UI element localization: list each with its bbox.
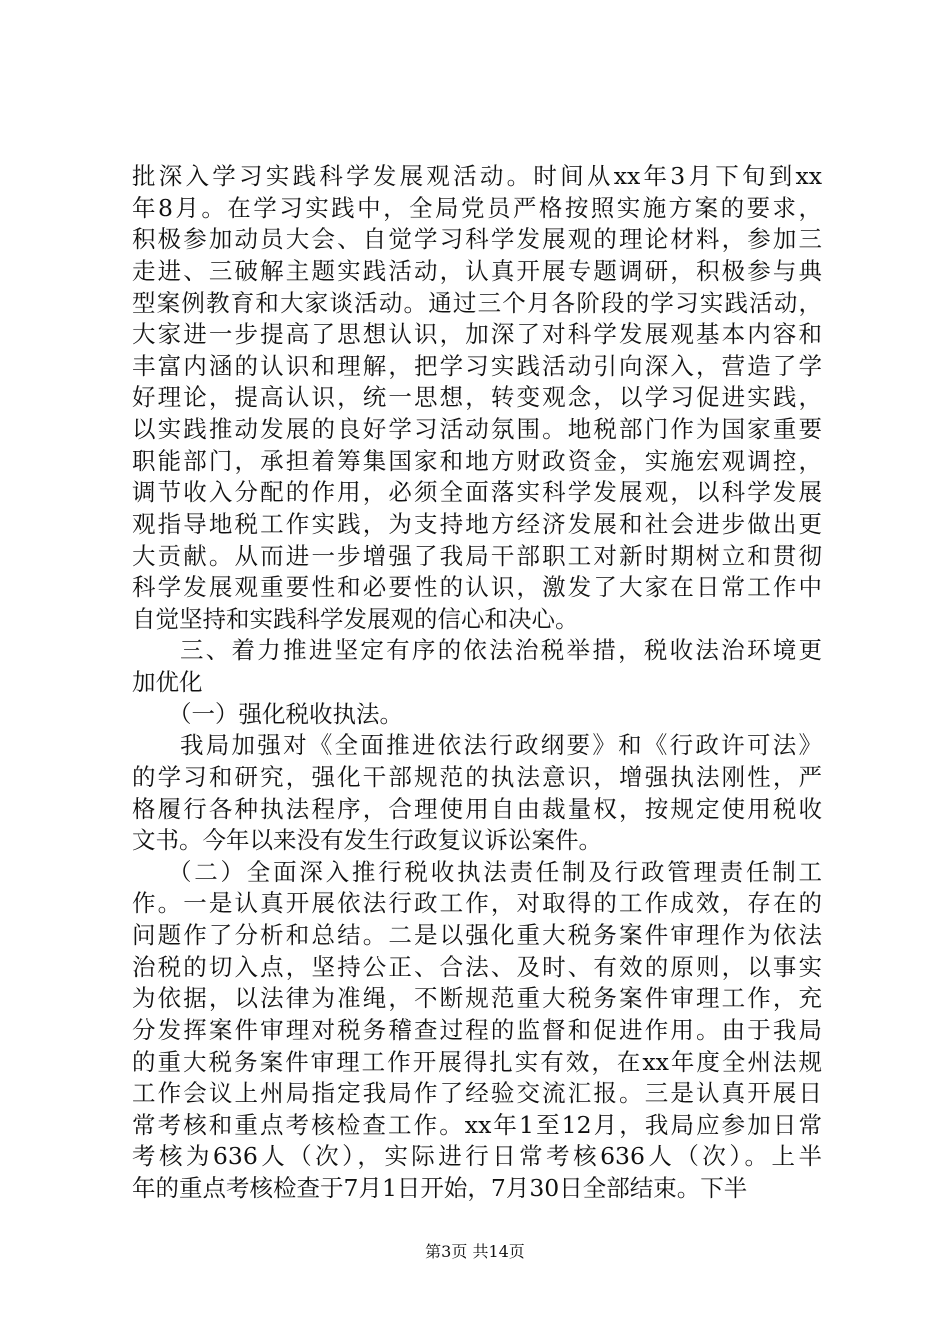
body-text-line: 为依据，以法律为准绳，不断规范重大税务案件审理工作，充 <box>132 984 822 1012</box>
body-text-line: 问题作了分析和总结。二是以强化重大税务案件审理作为依法 <box>132 921 822 949</box>
body-text-line: 职能部门，承担着筹集国家和地方财政资金，实施宏观调控， <box>132 447 822 475</box>
body-text-line: 的重大税务案件审理工作开展得扎实有效，在xx年度全州法规 <box>132 1048 822 1076</box>
body-text-line: 观指导地税工作实践，为支持地方经济发展和社会进步做出更 <box>132 510 822 538</box>
body-text-line: 积极参加动员大会、自觉学习科学发展观的理论材料，参加三 <box>132 225 822 253</box>
body-text-line: 大贡献。从而进一步增强了我局干部职工对新时期树立和贯彻 <box>132 542 822 570</box>
subsection-heading: （二）全面深入推行税收执法责任制及行政管理责任制工 <box>168 858 822 886</box>
body-text-line: 型案例教育和大家谈活动。通过三个月各阶段的学习实践活动， <box>132 289 822 317</box>
body-text-line: 作。一是认真开展依法行政工作，对取得的工作成效，存在的 <box>132 889 822 917</box>
body-text-line: 丰富内涵的认识和理解，把学习实践活动引向深入，营造了学 <box>132 352 822 380</box>
body-text-line: 格履行各种执法程序，合理使用自由裁量权，按规定使用税收 <box>132 795 822 823</box>
body-text-line: 考核为636人（次），实际进行日常考核636人（次）。上半 <box>132 1142 822 1170</box>
body-text-line: 治税的切入点，坚持公正、合法、及时、有效的原则，以事实 <box>132 953 822 981</box>
body-text-line: 以实践推动发展的良好学习活动氛围。地税部门作为国家重要 <box>132 415 822 443</box>
body-text-line: 工作会议上州局指定我局作了经验交流汇报。三是认真开展日 <box>132 1079 822 1107</box>
body-text-line: 科学发展观重要性和必要性的认识，激发了大家在日常工作中 <box>132 573 822 601</box>
section-heading: 三、着力推进坚定有序的依法治税举措，税收法治环境更 <box>180 636 822 664</box>
body-text-line: 年8月。在学习实践中，全局党员严格按照实施方案的要求， <box>132 194 822 222</box>
body-text-line: 好理论，提高认识，统一思想，转变观念，以学习促进实践， <box>132 383 822 411</box>
subsection-heading: （一）强化税收执法。 <box>168 700 403 728</box>
body-text-line: 年的重点考核检查于7月1日开始，7月30日全部结束。下半 <box>132 1174 748 1202</box>
body-text-line: 批深入学习实践科学发展观活动。时间从xx年3月下旬到xx <box>132 162 822 190</box>
body-text-line: 走进、三破解主题实践活动，认真开展专题调研，积极参与典 <box>132 257 822 285</box>
section-heading-continued: 加优化 <box>132 668 203 696</box>
body-text-line: 常考核和重点考核检查工作。xx年1至12月，我局应参加日常 <box>132 1111 822 1139</box>
body-text-line: 调节收入分配的作用，必须全面落实科学发展观，以科学发展 <box>132 478 822 506</box>
body-text-line: 的学习和研究，强化干部规范的执法意识，增强执法刚性，严 <box>132 763 822 791</box>
body-text-line: 我局加强对《全面推进依法行政纲要》和《行政许可法》 <box>180 731 822 759</box>
body-text-line: 自觉坚持和实践科学发展观的信心和决心。 <box>132 605 579 633</box>
body-text-line: 文书。今年以来没有发生行政复议诉讼案件。 <box>132 826 602 854</box>
page-number: 第3页 共14页 <box>425 1242 525 1261</box>
body-text-line: 分发挥案件审理对税务稽查过程的监督和促进作用。由于我局 <box>132 1016 822 1044</box>
body-text-line: 大家进一步提高了思想认识，加深了对科学发展观基本内容和 <box>132 320 822 348</box>
